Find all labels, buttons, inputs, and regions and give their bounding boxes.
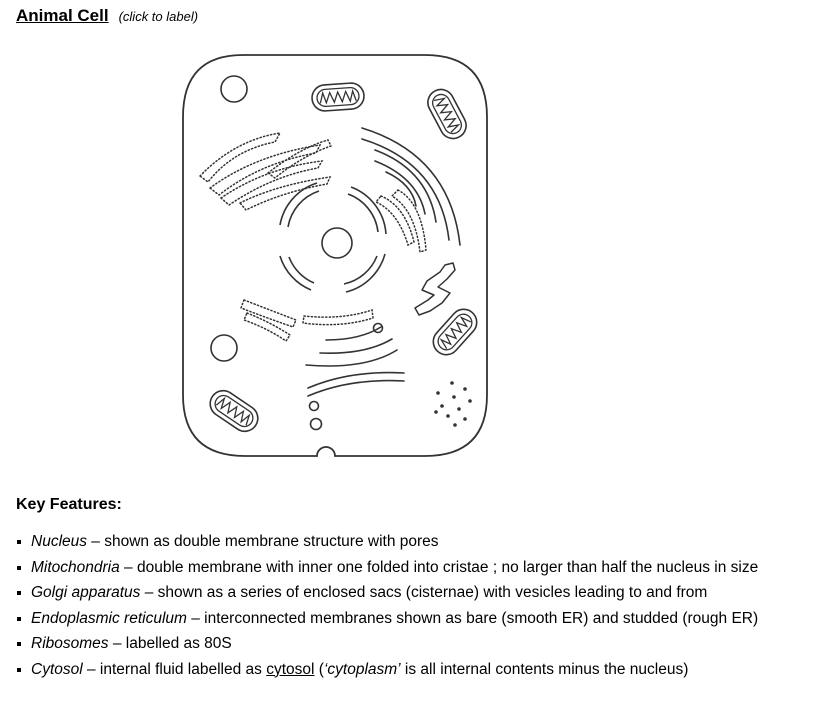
feature-term: Nucleus <box>31 533 87 550</box>
click-hint: (click to label) <box>118 9 199 24</box>
feature-term: Ribosomes <box>31 635 109 652</box>
bullet-icon <box>17 566 21 570</box>
feature-term: Endoplasmic reticulum <box>31 609 187 627</box>
vesicle[interactable] <box>221 76 247 102</box>
list-item <box>16 606 758 632</box>
feature-term: Golgi apparatus <box>31 584 141 601</box>
list-item <box>16 529 758 555</box>
feature-desc: – shown as double membrane structure with pores <box>87 533 439 550</box>
list-item <box>16 580 758 606</box>
vesicle[interactable] <box>211 335 237 361</box>
bullet-icon <box>17 668 21 672</box>
page-title[interactable]: Animal Cell <box>16 6 109 25</box>
feature-desc: – interconnected membranes shown as bare (smooth ER) and studded (rough ER) <box>186 609 759 627</box>
bullet-icon <box>17 617 21 621</box>
list-item <box>16 657 758 683</box>
feature-desc: – internal fluid labelled as <box>82 660 267 678</box>
feature-desc: – labelled as 80S <box>108 635 232 652</box>
feature-desc: – shown as a series of enclosed sacs (cisternae) with vesicles leading to and from <box>140 584 708 601</box>
key-features-list <box>16 529 758 682</box>
feature-term: Mitochondria <box>31 558 120 576</box>
list-item <box>16 631 758 657</box>
feature-paren: ( <box>314 660 324 678</box>
vesicle[interactable] <box>310 402 319 411</box>
vesicle[interactable] <box>311 419 322 430</box>
bullet-icon <box>17 591 21 595</box>
mitochondrion[interactable] <box>311 82 365 112</box>
feature-tail: is all internal contents minus the nucleus) <box>400 660 689 678</box>
list-item <box>16 555 758 581</box>
key-features-heading: Key Features: <box>16 496 122 513</box>
bullet-icon <box>17 540 21 544</box>
cytosol-link[interactable]: cytosol <box>266 660 315 678</box>
feature-desc: – double membrane with inner one folded into cristae ; no larger than half the nucleus in size <box>119 558 759 576</box>
feature-term: Cytosol <box>31 660 83 678</box>
bullet-icon <box>17 642 21 646</box>
feature-quote: ‘cytoplasm’ <box>323 660 401 678</box>
